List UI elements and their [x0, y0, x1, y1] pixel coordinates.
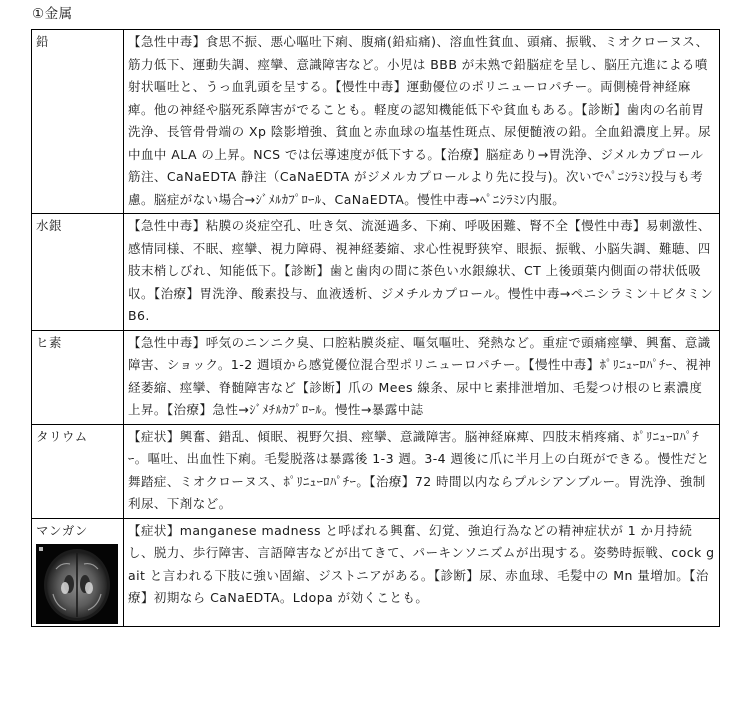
brain-mri-image: [36, 544, 118, 624]
metal-description: 【症状】manganese madness と呼ばれる興奮、幻覚、強迫行為などの精神症状が 1 か月持続し、脱力、歩行障害、言語障害などが出てきて、パーキンソニズムが出現する。姿勢時振戦、cock gait と言われる下肢に強い固縮、ジストニアがある。【診断】尿、赤血球、毛髪中の Mn 量増加。【治療】初期なら CaNaEDTA。Ldopa が効くことも。: [124, 518, 720, 627]
table-row: [32, 424, 720, 518]
metal-name: マンガン: [36, 522, 88, 538]
metal-poisoning-table: [31, 29, 720, 627]
metal-name: ヒ素: [32, 330, 124, 424]
metal-description: 【急性中毒】食思不振、悪心嘔吐下痢、腹痛(鉛疝痛)、溶血性貧血、頭痛、振戦、ミオクローヌス、筋力低下、運動失調、痙攣、意識障害など。小児は BBB が未熟で鉛脳症を呈し、脳圧亢進による噴射状嘔吐と、うっ血乳頭を呈する。【慢性中毒】運動優位のポリニューロパチー。両側橈骨神経麻痺。他の神経や脳死系障害がでることも。軽度の認知機能低下や貧血もある。【診断】歯肉の名前胃洗浄、長管骨骨端の Xp 陰影増強、貧血と赤血球の塩基性斑点、尿便髄液の鉛。全血鉛濃度上昇。尿中血中 ALA の上昇。NCS では伝導速度が低下する。【治療】脳症あり→胃洗浄、ジメルカプロール筋注、CaNaEDTA 静注（CaNaEDTA がジメルカプロールより先に投与)。次いでﾍﾟﾆｼﾗﾐﾝ投与も考慮。脳症がない場合→ｼﾞﾒﾙｶﾌﾟﾛｰﾙ、CaNaEDTA。慢性中毒→ﾍﾟﾆｼﾗﾐﾝ内服。: [124, 30, 720, 214]
metal-description: 【症状】興奮、錯乱、傾眠、視野欠損、痙攣、意識障害。脳神経麻痺、四肢末梢疼痛、ﾎﾟﾘﾆｭｰﾛﾊﾟﾁｰ。嘔吐、出血性下痢。毛髪脱落は暴露後 1-3 週。3-4 週後に爪に半月上の白斑ができる。慢性だと舞踏症、ミオクローヌス、ﾎﾟﾘﾆｭｰﾛﾊﾟﾁｰ。【治療】72 時間以内ならプルシアンブルー。胃洗浄、強制利尿、下剤など。: [124, 424, 720, 518]
metal-description: 【急性中毒】呼気のニンニク臭、口腔粘膜炎症、嘔気嘔吐、発熱など。重症で頭痛痙攣、興奮、意識障害、ショック。1-2 週頃から感覚優位混合型ポリニューロパチー。【慢性中毒】ﾎﾟﾘﾆｭｰﾛﾊﾟﾁｰ、視神経萎縮、痙攣、脊髄障害など【診断】爪の Mees 線条、尿中ヒ素排泄増加、毛髪つけ根のヒ素濃度上昇。【治療】急性→ｼﾞﾒﾁﾙｶﾌﾟﾛｰﾙ。慢性→暴露中誌: [124, 330, 720, 424]
table-row: [32, 30, 720, 214]
section-heading: ①金属: [32, 6, 73, 22]
metal-description: 【急性中毒】粘膜の炎症空孔、吐き気、流涎過多、下痢、呼吸困難、腎不全【慢性中毒】易刺激性、感情同様、不眠、痙攣、視力障碍、視神経萎縮、求心性視野狭窄、眼振、振戦、小脳失調、難聴、四肢末梢しびれ、知能低下。【診断】歯と歯肉の間に茶色い水銀線状、CT 上後頭葉内側面の帯状低吸収。【治療】胃洗浄、酸素投与、血液透析、ジメチルカプロール。慢性中毒→ペニシラミン＋ビタミン B6.: [124, 214, 720, 331]
metal-name: 鉛: [32, 30, 124, 214]
table-row: [32, 214, 720, 331]
table-row: [32, 330, 720, 424]
metal-name: タリウム: [32, 424, 124, 518]
table-row: [32, 518, 720, 627]
metal-name: 水銀: [32, 214, 124, 331]
